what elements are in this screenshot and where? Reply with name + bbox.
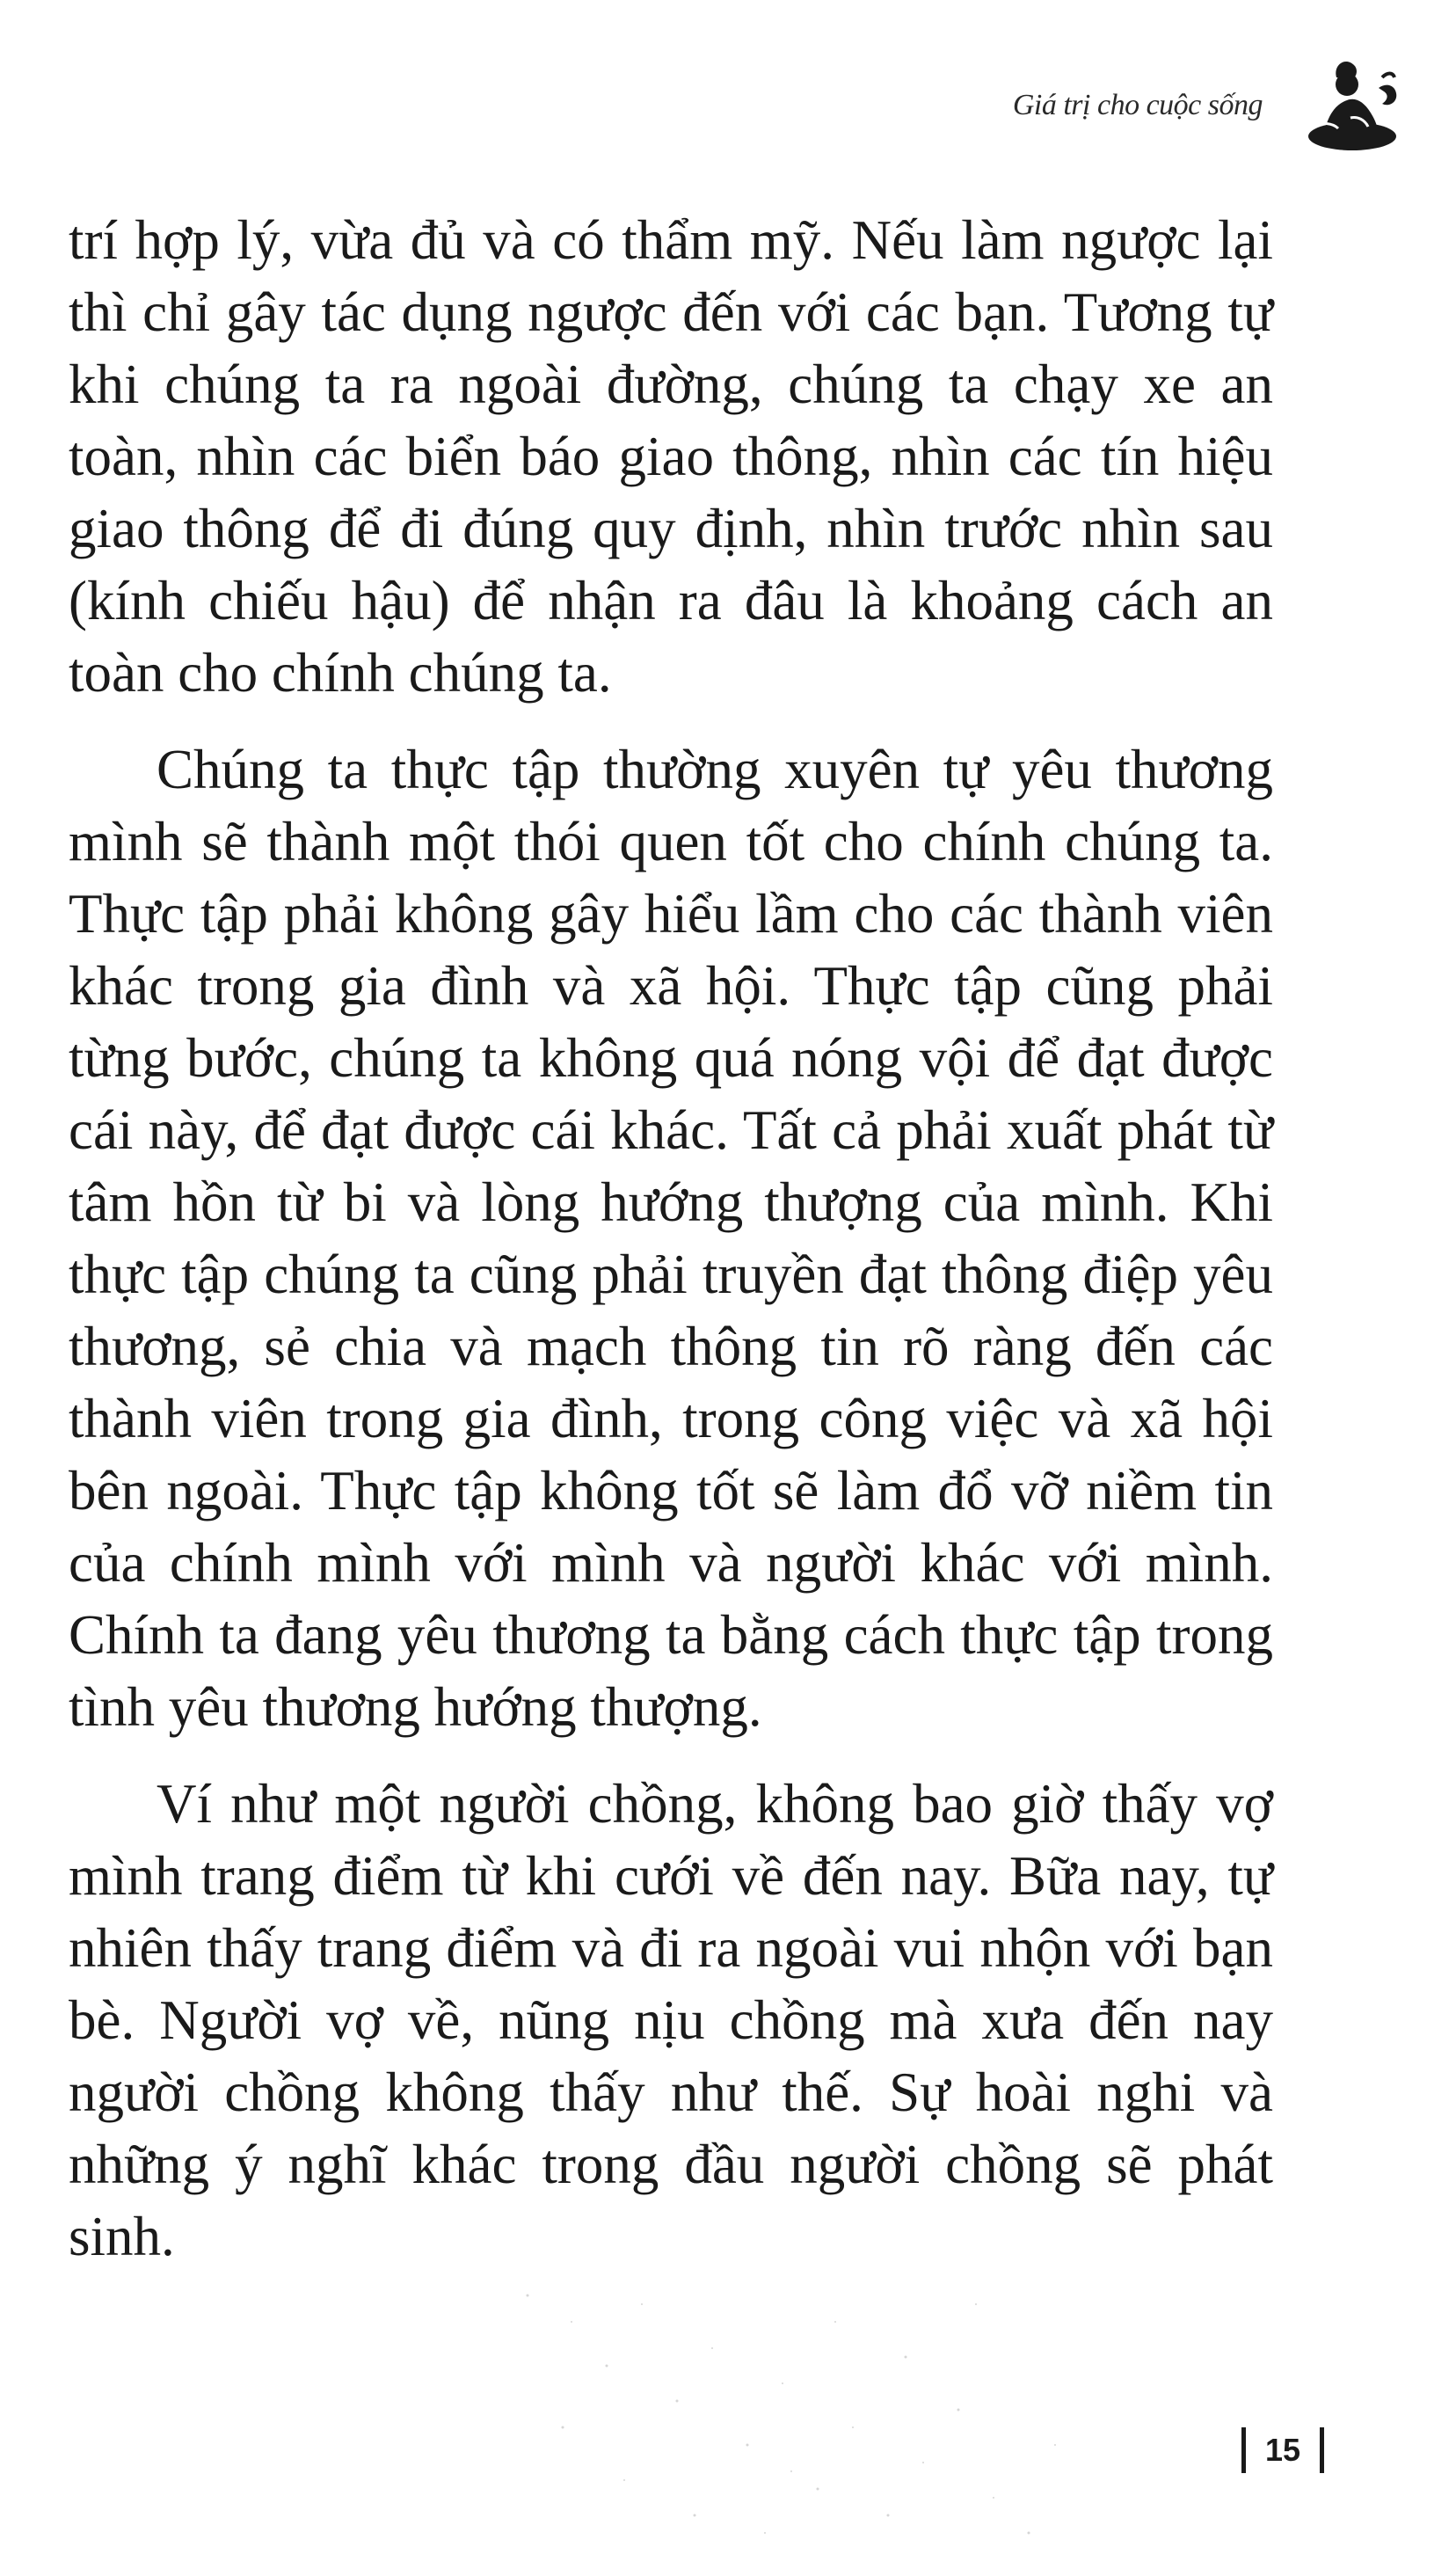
- running-header: [1013, 53, 1403, 158]
- footer-divider-right: [1320, 2427, 1324, 2473]
- paragraph-1: trí hợp lý, vừa đủ và có thẩm mỹ. Nếu làm ngược lại thì chỉ gây tác dụng ngược đến với các bạn. Tương tự khi chúng ta ra ngoài đường, chúng ta chạy xe an toàn, nhìn các biển báo giao thông, nhìn các tín hiệu giao thông để đi đúng quy định, nhìn trước nhìn sau (kính chiếu hậu) để nhận ra đâu là khoảng cách an toàn cho chính chúng ta.: [69, 209, 1273, 704]
- running-header-title: Giá trị cho cuộc sống: [1012, 89, 1263, 121]
- page-footer: [1241, 2427, 1324, 2473]
- footer-divider-left: [1241, 2427, 1246, 2473]
- page-number: 15: [1264, 2432, 1300, 2468]
- print-speckle-texture: [492, 2269, 1108, 2550]
- meditation-figure-icon: [1298, 53, 1403, 158]
- paragraph-2: Chúng ta thực tập thường xuyên tự yêu thương mình sẽ thành một thói quen tốt cho chính chúng ta. Thực tập phải không gây hiểu lầm cho các thành viên khác trong gia đình và xã hội. Thực tập cũng phải từng bước, chúng ta không quá nóng vội để đạt được cái này, để đạt được cái khác. Tất cả phải xuất phát từ tâm hồn từ bi và lòng hướng thượng của mình. Khi thực tập chúng ta cũng phải truyền đạt thông điệp yêu thương, sẻ chia và mạch thông tin rõ ràng đến các thành viên trong gia đình, trong công việc và xã hội bên ngoài. Thực tập không tốt sẽ làm đổ vỡ niềm tin của chính mình với mình và người khác với mình. Chính ta đang yêu thương ta bằng cách thực tập trong tình yêu thương hướng thượng.: [69, 739, 1273, 1738]
- body-text: [69, 204, 1273, 2273]
- paragraph-3: Ví như một người chồng, không bao giờ thấy vợ mình trang điểm từ khi cưới về đến nay. Bữa nay, tự nhiên thấy trang điểm và đi ra ngoài vui nhộn với bạn bè. Người vợ về, nũng nịu chồng mà xưa đến nay người chồng không thấy như thế. Sự hoài nghi và những ý nghĩ khác trong đầu người chồng sẽ phát sinh.: [69, 1773, 1273, 2267]
